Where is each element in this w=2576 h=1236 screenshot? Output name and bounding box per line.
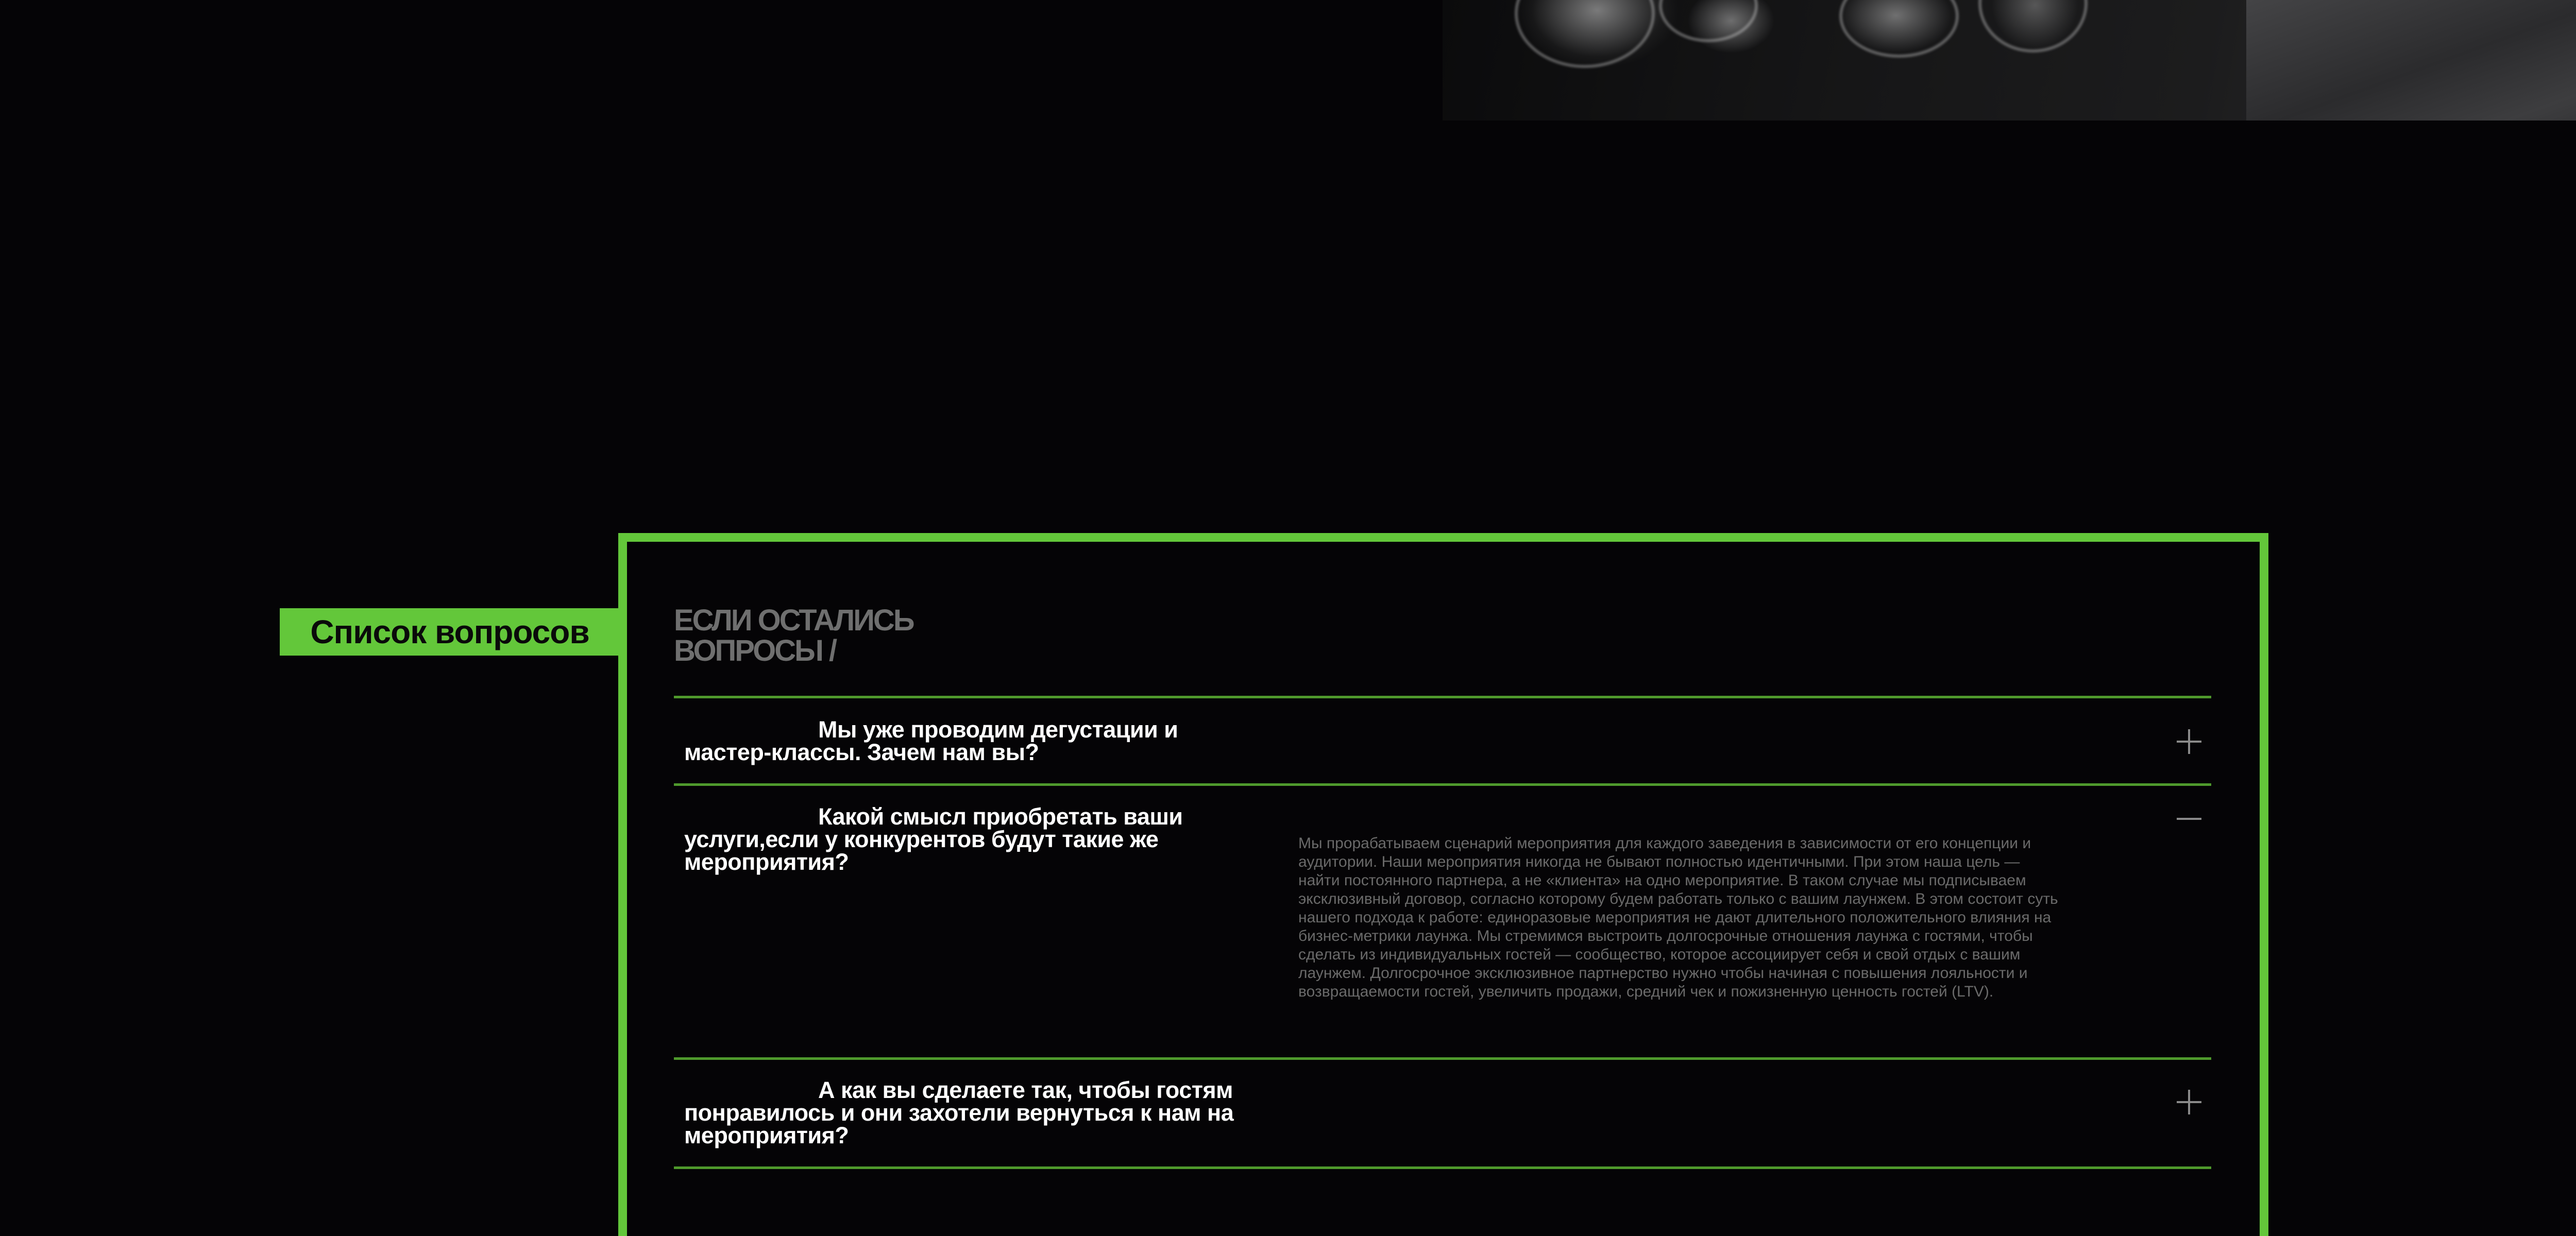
plus-icon[interactable] xyxy=(2177,729,2201,754)
faq-divider xyxy=(674,696,2211,698)
fabric-texture xyxy=(2246,0,2576,121)
faq-tab-label: Список вопросов xyxy=(310,613,589,650)
faq-question-1[interactable]: Мы уже проводим дегустации и мастер-классы. Зачем нам вы? xyxy=(684,716,1178,765)
faq-heading: ЕСЛИ ОСТАЛИСЬ ВОПРОСЫ / xyxy=(674,604,913,667)
faq-divider xyxy=(674,1166,2211,1169)
minus-icon[interactable] xyxy=(2177,806,2201,831)
faq-section-tab xyxy=(280,608,620,656)
smoke-wisp xyxy=(1839,0,1959,58)
plus-icon[interactable] xyxy=(2177,1090,2201,1114)
faq-divider xyxy=(674,1057,2211,1060)
faq-answer-2: Мы прорабатываем сценарий мероприятия для каждого заведения в зависимости от его концепции и аудитории. Наши мероприятия никогда не бывают полностью идентичными. При этом наша цель — найти постоянного партнера, а не «клиента» на одно мероприятие. В таком случае мы подписываем эксклюзивный договор, согласно которому будем работать только с вашим лаунжем. В этом состоит суть нашего подхода к работе: единоразовые мероприятия не дают длительного положительного влияния на бизнес-метрики лаунжа. Мы стремимся выстроить долгосрочные отношения лаунжа с гостями, чтобы сделать из индивидуальных гостей — сообщество, которое ассоциирует себя и свой отдых с вашим лаунжем. Долгосрочное эксклюзивное партнерство нужно чтобы начиная с повышения лояльности и возвращаемости гостей, увеличить продажи, средний чек и пожизненную ценность гостей (LTV). xyxy=(1298,835,2058,1000)
faq-divider xyxy=(674,783,2211,786)
smoke-wisp xyxy=(1515,0,1655,68)
smoke-wisp xyxy=(1659,0,1758,42)
smoke-photo xyxy=(1443,0,2576,121)
faq-question-2[interactable]: Какой смысл приобретать ваши услуги,если у конкурентов будут такие же мероприятия? xyxy=(684,803,1183,875)
faq-question-3[interactable]: А как вы сделаете так, чтобы гостям понравилось и они захотели вернуться к нам на мероприятия? xyxy=(684,1077,1234,1148)
smoke-wisp xyxy=(1978,0,2088,53)
